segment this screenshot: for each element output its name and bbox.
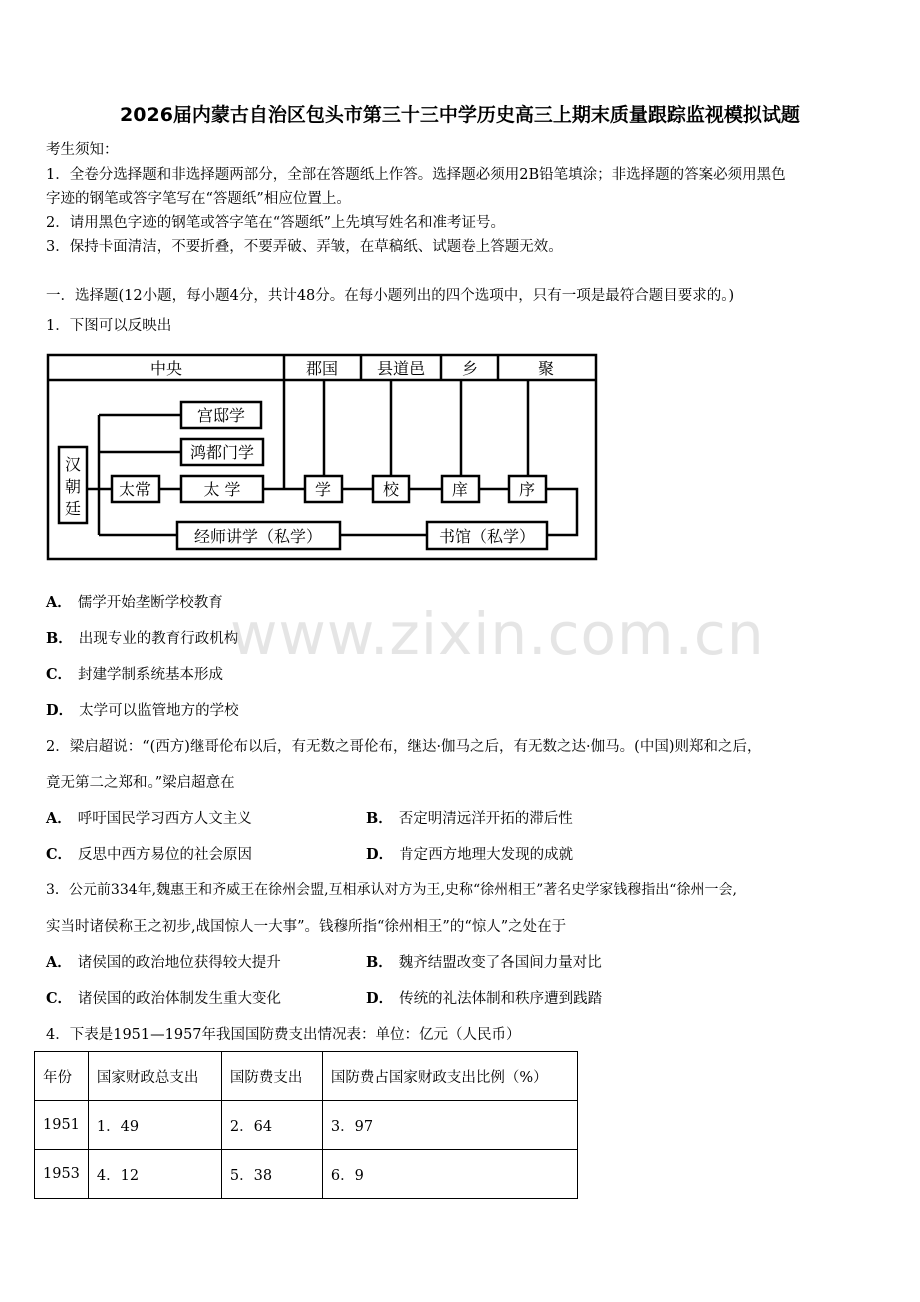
table-cell: 5．38: [221, 1150, 322, 1199]
label-xiandaoyi: 县道邑: [376, 359, 426, 378]
watermark: www.zixin.com.cn: [230, 600, 765, 668]
label-xiang-school: 庠: [451, 480, 469, 499]
label-jingshi: 经师讲学（私学）: [193, 527, 323, 546]
label-taixue: 太 学: [203, 480, 241, 499]
q1-option-a[interactable]: A． 儒学开始垄断学校教育: [46, 594, 223, 611]
label-xue: 学: [314, 480, 332, 499]
label-han-court-char: 汉: [64, 455, 82, 474]
notice-item-2: 2．请用黑色字迹的钢笔或答字笔在“答题纸”上先填写姓名和准考证号。: [46, 215, 506, 231]
label-xiao: 校: [382, 480, 400, 499]
question-2-stem-2: 竟无第二之郑和。”梁启超意在: [46, 775, 235, 791]
education-system-diagram: [46, 352, 601, 564]
q3-option-d[interactable]: D． 传统的礼法体制和秩序遭到践踏: [366, 990, 603, 1007]
notice-item-1-cont: 字迹的钢笔或答字笔写在“答题纸”相应位置上。: [46, 191, 351, 207]
table-header-cell: 国家财政总支出: [88, 1052, 221, 1101]
table-cell: 2．64: [221, 1101, 322, 1150]
table-cell: 1951: [35, 1101, 89, 1150]
q2-option-c[interactable]: C． 反思中西方易位的社会原因: [46, 846, 253, 863]
q3-option-b[interactable]: B． 魏齐结盟改变了各国间力量对比: [366, 954, 602, 971]
q2-option-d[interactable]: D． 肯定西方地理大发现的成就: [366, 846, 574, 863]
table-header-cell: 年份: [35, 1052, 89, 1101]
question-2-stem-1: 2．梁启超说：“(西方)继哥伦布以后，有无数之哥伦布，继达·伽马之后，有无数之达·伽马。(中国)则郑和之后，: [46, 739, 762, 755]
q2-option-a[interactable]: A． 呼吁国民学习西方人文主义: [46, 810, 252, 827]
notice-item-1: 1．全卷分选择题和非选择题两部分，全部在答题纸上作答。选择题必须用2B铅笔填涂；非选择题的答案必须用黑色: [46, 167, 786, 183]
label-han-court-char: 廷: [64, 499, 82, 518]
page-title: 2026届内蒙古自治区包头市第三十三中学历史高三上期末质量跟踪监视模拟试题: [120, 104, 800, 126]
q1-option-b[interactable]: B． 出现专业的教育行政机构: [46, 630, 239, 647]
q3-option-a[interactable]: A． 诸侯国的政治地位获得较大提升: [46, 954, 281, 971]
label-xu: 序: [518, 480, 536, 499]
q1-option-d[interactable]: D． 太学可以监管地方的学校: [46, 702, 239, 719]
label-taichang: 太常: [118, 480, 152, 499]
table-cell: 6．9: [322, 1150, 577, 1199]
q1-option-c[interactable]: C． 封建学制系统基本形成: [46, 666, 224, 683]
table-cell: 4．12: [88, 1150, 221, 1199]
notice-heading: 考生须知：: [46, 142, 119, 158]
question-1-stem: 1．下图可以反映出: [46, 318, 172, 334]
question-3-stem-2: 实当时诸侯称王之初步,战国惊人一大事”。钱穆所指“徐州相王”的“惊人”之处在于: [46, 919, 567, 935]
notice-item-3: 3．保持卡面清洁，不要折叠，不要弄破、弄皱，在草稿纸、试题卷上答题无效。: [46, 239, 563, 255]
table-cell: 1．49: [88, 1101, 221, 1150]
label-junguo: 郡国: [305, 359, 339, 378]
section-heading: 一．选择题(12小题，每小题4分，共计48分。在每小题列出的四个选项中，只有一项是最符合题目要求的。): [46, 288, 735, 304]
table-header-cell: 国防费占国家财政支出比例（%）: [322, 1052, 577, 1101]
label-shuguan: 书馆（私学）: [438, 527, 536, 546]
question-3-stem-1: 3．公元前334年,魏惠王和齐威王在徐州会盟,互相承认对方为王,史称“徐州相王”著名史学家钱穆指出“徐州一会,: [46, 882, 737, 898]
label-gongdixue: 宫邸学: [196, 406, 246, 425]
table-header-cell: 国防费支出: [221, 1052, 322, 1101]
label-xiang: 乡: [461, 359, 479, 378]
table-header-row: [35, 1052, 578, 1101]
label-han-court-char: 朝: [64, 477, 82, 496]
question-4-stem: 4．下表是1951—1957年我国国防费支出情况表：单位：亿元（人民币）: [46, 1027, 521, 1043]
table-row: [35, 1150, 578, 1199]
label-hongdumenxue: 鸿都门学: [189, 443, 255, 462]
q3-option-c[interactable]: C． 诸侯国的政治体制发生重大变化: [46, 990, 282, 1007]
label-zhongyang: 中央: [149, 359, 183, 378]
table-cell: 1953: [35, 1150, 89, 1199]
label-ju: 聚: [537, 359, 555, 378]
defense-spending-table: [34, 1051, 578, 1199]
label-han-court: [65, 455, 81, 518]
q2-option-b[interactable]: B． 否定明清远洋开拓的滞后性: [366, 810, 573, 827]
table-row: [35, 1101, 578, 1150]
table-cell: 3．97: [322, 1101, 577, 1150]
